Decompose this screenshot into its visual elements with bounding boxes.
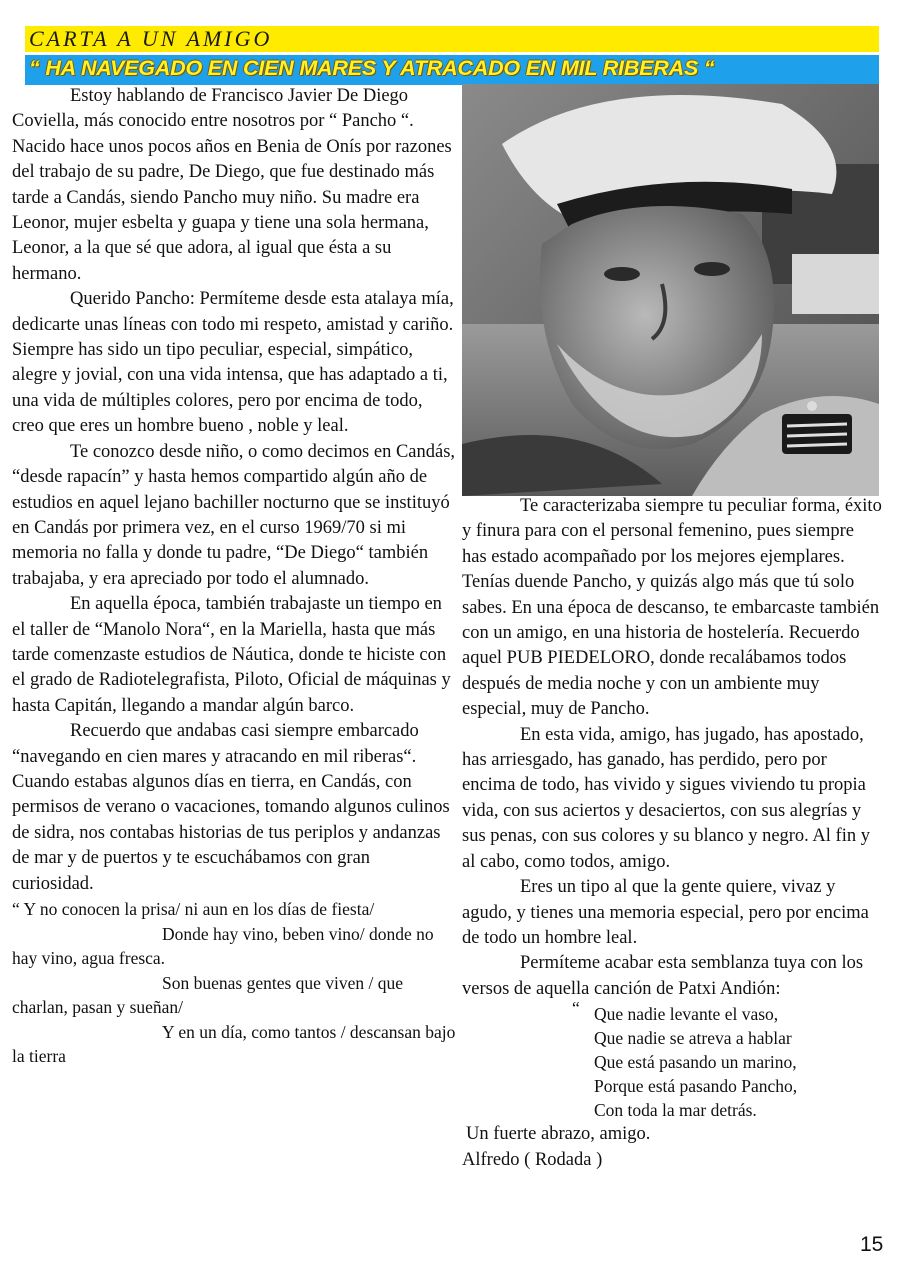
paragraph: En esta vida, amigo, has jugado, has apostado, has arriesgado, has ganado, has perdido, pero por encima de todo, has vivido y sigues viviendo tu propia vida, con sus aciertos y desaciertos, con sus alegrías y sus penas, con sus colores y su blanco y negro. Al fin y al cabo, como todos, amigo. [462, 724, 870, 872]
paragraph: En aquella época, también trabajaste un tiempo en el taller de “Manolo Nora“, en la Mariella, hasta que más tarde comenzaste estudios de Náutica, donde te hiciste con el grado de Radiotelegrafista, Piloto, Oficial de máquinas y hasta Capitán, llegando a mandar algún barco. [12, 594, 451, 716]
paragraph: Recuerdo que andabas casi siempre embarcado “navegando en cien mares y atracando en mil riberas“. Cuando estabas algunos días en tierra, en Candás, con permisos de verano o vacaciones, tomando algunos culinos de sidra, nos contabas historias de tus periplos y andanzas de mar y de puertos y te escuchábamos con gran curiosidad. [12, 721, 450, 894]
song-quote-line: “ Y no conocen la prisa/ ni aun en los días de fiesta/ [12, 899, 375, 919]
poem-line: Que nadie se atreva a hablar [594, 1028, 792, 1049]
section-kicker: CARTA A UN AMIGO [29, 26, 273, 51]
left-column [12, 84, 456, 1069]
author-signature: Alfredo ( Rodada ) [462, 1149, 603, 1170]
paragraph: Permíteme acabar esta semblanza tuya con los versos de aquella canción de Patxi Andión: [462, 953, 864, 999]
song-quote-line: Y en un día, como tantos / descansan bajo la tierra [12, 1021, 456, 1066]
poem-block [572, 998, 882, 1122]
poem-open-quote: “ [572, 998, 580, 1019]
song-quote-line: Donde hay vino, beben vino/ donde no hay vino, agua fresca. [12, 923, 434, 968]
sailor-portrait-illustration [462, 84, 879, 496]
poem-line: Con toda la mar detrás. [594, 1100, 757, 1121]
poem-line: “ Que nadie levante el vaso, [572, 998, 779, 1025]
sailor-portrait-photo [462, 84, 879, 496]
song-quote-line: Son buenas gentes que viven / que charlan, pasan y sueñan/ [12, 972, 404, 1017]
page-number: 15 [860, 1233, 884, 1256]
paragraph: Te caracterizaba siempre tu peculiar forma, éxito y finura para con el personal femenino, pues siempre has estado acompañado por los mejores ejemplares. Tenías duende Pancho, y quizás algo más que tú solo sabes. En una época de descanso, te embarcaste también con un amigo, en una historia de hostelería. Recuerdo aquel PUB PIEDELORO, donde recalábamos todos después de media noche y con un ambiente muy especial, muy de Pancho. [462, 496, 882, 720]
closing-line: Un fuerte abrazo, amigo. [466, 1124, 651, 1145]
right-column [462, 494, 882, 1173]
paragraph: Eres un tipo al que la gente quiere, vivaz y agudo, y tienes una memoria especial, pero por encima de todo un hombre leal. [462, 877, 869, 948]
poem-line: Que está pasando un marino, [594, 1052, 797, 1073]
article-title-band [25, 55, 879, 85]
paragraph: Te conozco desde niño, o como decimos en Candás, “desde rapacín” y hasta hemos compartido algún año de estudios en aquel lejano bachiller nocturno que se instituyó en Candás por primera vez, en el curso 1969/70 si mi memoria no falla y donde tu padre, “De Diego“ también trabajaba, y era apreciado por todo el alumnado. [12, 441, 456, 589]
poem-line: Porque está pasando Pancho, [594, 1076, 798, 1097]
article-title: “ HA NAVEGADO EN CIEN MARES Y ATRACADO EN MIL RIBERAS “ [29, 56, 715, 80]
section-kicker-band [25, 26, 879, 52]
paragraph: Estoy hablando de Francisco Javier De Diego Coviella, más conocido entre nosotros por “ Pancho “. Nacido hace unos pocos años en Benia de Onís por razones del trabajo de su padre, De Diego, que fue destinado más tarde a Candás, siendo Pancho muy niño. Su madre era Leonor, mujer esbelta y guapa y tiene una sola hermana, Leonor, a la que sé que adora, al igual que ésta a su hermano. [12, 86, 452, 284]
paragraph: Querido Pancho: Permíteme desde esta atalaya mía, dedicarte unas líneas con todo mi respeto, amistad y cariño. Siempre has sido un tipo peculiar, especial, simpático, alegre y jovial, con una vida intensa, que has adaptado a ti, una vida de múltiples colores, pero por encima de todo, creo que eres un hombre bueno , noble y leal. [12, 289, 454, 437]
